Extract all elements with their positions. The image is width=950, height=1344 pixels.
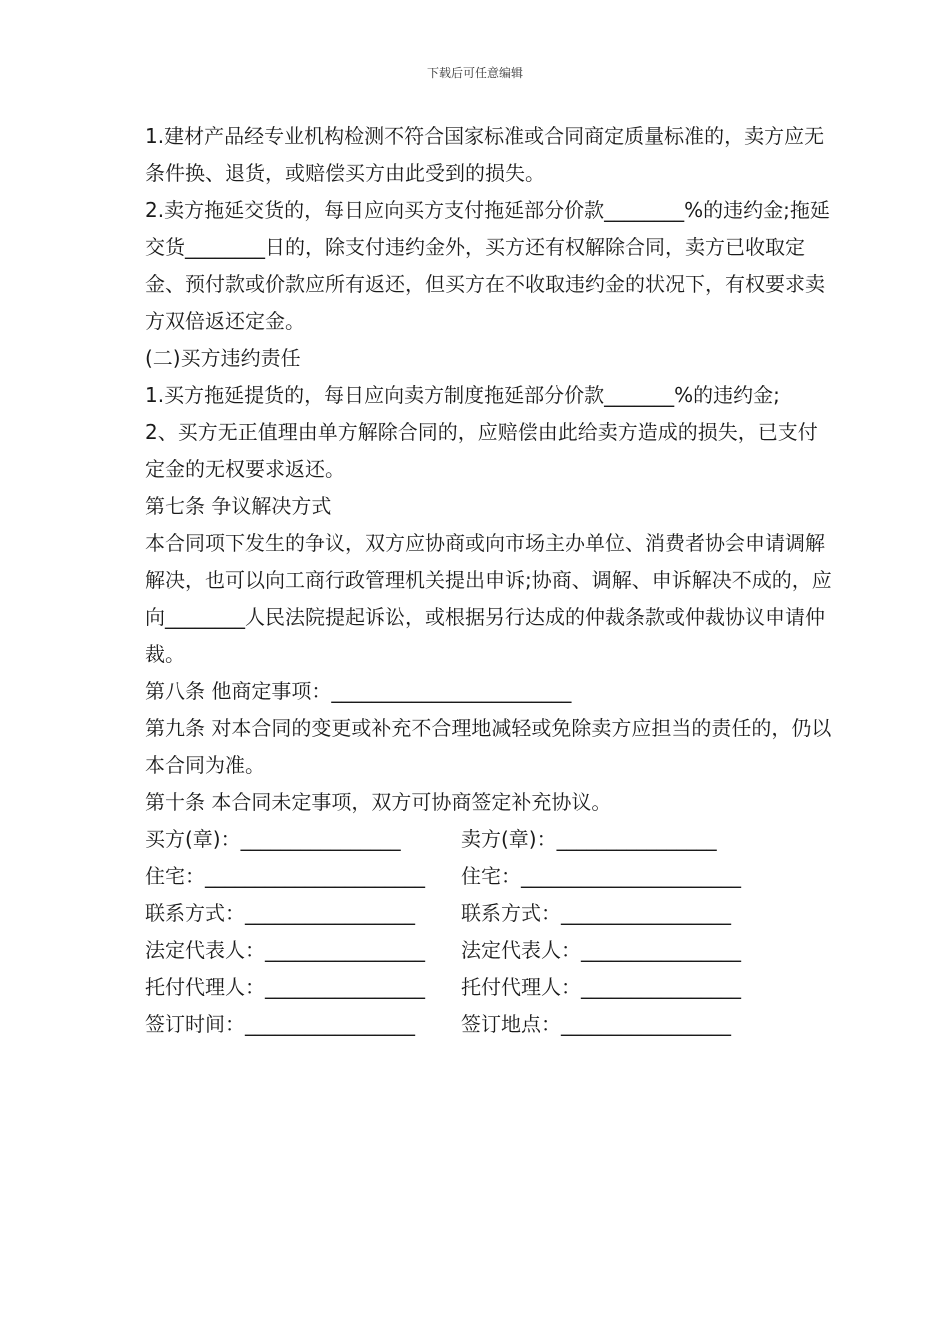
seller-contact-field: 联系方式：_________________ <box>461 901 731 925</box>
seller-legal-rep-field: 法定代表人：________________ <box>461 938 741 962</box>
signature-row-address <box>145 858 835 895</box>
buyer-legal-rep-field: 法定代表人：________________ <box>145 938 425 962</box>
paragraph-seller-clause-1: 1.建材产品经专业机构检测不符合国家标准或合同商定质量标准的，卖方应无条件换、退货，或赔偿买方由此受到的损失。 <box>145 124 825 185</box>
paragraph-buyer-clause-2: 2、买方无正值理由单方解除合同的，应赔偿由此给卖方造成的损失，已支付定金的无权要求返还。 <box>145 420 818 481</box>
page-header: 下载后可任意编辑 <box>426 66 523 80</box>
article-7-heading: 第七条 争议解决方式 <box>145 494 332 518</box>
seller-seal-field: 卖方(章)：________________ <box>461 827 717 851</box>
signature-row-agent <box>145 969 835 1006</box>
signing-date-field: 签订时间：_________________ <box>145 1012 415 1036</box>
buyer-contact-field: 联系方式：_________________ <box>145 901 415 925</box>
signature-row-seal <box>145 821 835 858</box>
article-8: 第八条 他商定事项：________________________ <box>145 679 572 703</box>
article-9: 第九条 对本合同的变更或补充不合理地减轻或免除卖方应担当的责任的，仍以本合同为准。 <box>145 716 832 777</box>
buyer-agent-field: 托付代理人：________________ <box>145 975 425 999</box>
article-7-body: 本合同项下发生的争议，双方应协商或向市场主办单位、消费者协会申请调解解决，也可以向工商行政管理机关提出申诉;协商、调解、申诉解决不成的，应向________人民法院提起诉讼，或根据另行达成的仲裁条款或仲裁协议申请仲裁。 <box>145 531 832 666</box>
buyer-address-field: 住宅：______________________ <box>145 864 425 888</box>
seller-address-field: 住宅：______________________ <box>461 864 741 888</box>
section-heading-buyer-liability: (二)买方违约责任 <box>145 346 301 370</box>
document-body <box>145 118 835 1043</box>
paragraph-seller-clause-2: 2.卖方拖延交货的，每日应向买方支付拖延部分价款________%的违约金;拖延交货________日的，除支付违约金外，买方还有权解除合同，卖方已收取定金、预付款或价款应所有返还，但买方在不收取违约金的状况下，有权要求卖方双倍返还定金。 <box>145 198 830 333</box>
paragraph-buyer-clause-1: 1.买方拖延提货的，每日应向卖方制度拖延部分价款_______%的违约金; <box>145 383 780 407</box>
signature-row-legal-rep <box>145 932 835 969</box>
signature-row-contact <box>145 895 835 932</box>
signature-row-date-place <box>145 1006 835 1043</box>
buyer-seal-field: 买方(章)：________________ <box>145 827 401 851</box>
article-10: 第十条 本合同未定事项，双方可协商签定补充协议。 <box>145 790 612 814</box>
signing-place-field: 签订地点：_________________ <box>461 1012 731 1036</box>
seller-agent-field: 托付代理人：________________ <box>461 975 741 999</box>
